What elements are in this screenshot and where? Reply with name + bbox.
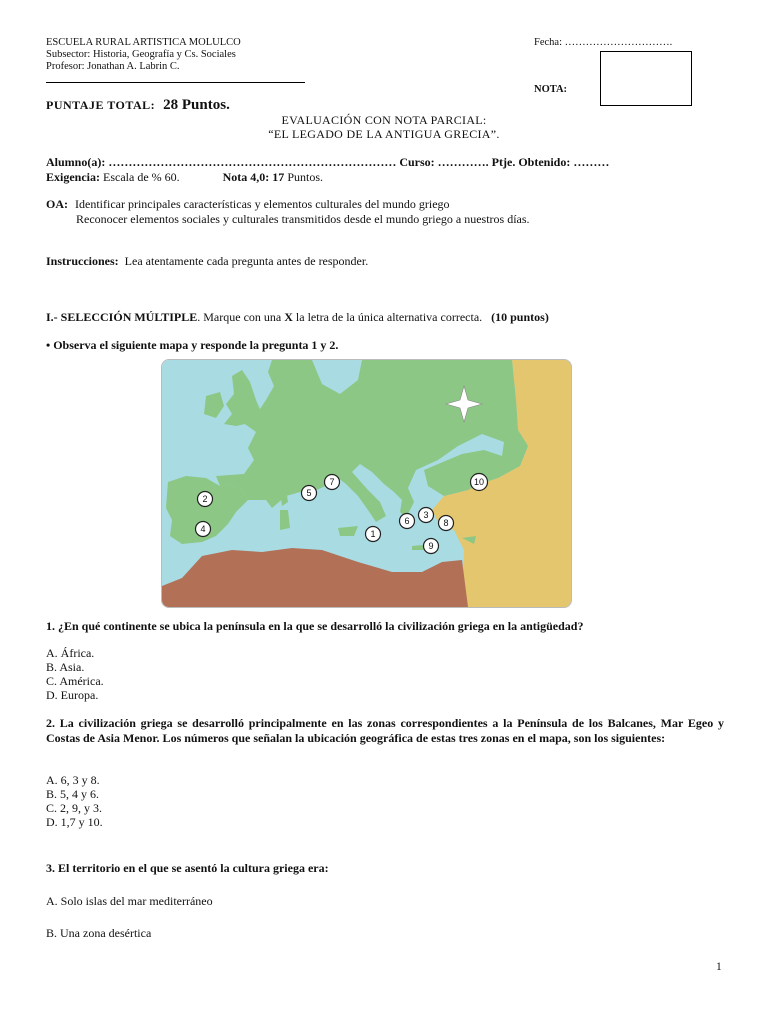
svg-text:1: 1 bbox=[370, 529, 376, 539]
map-marker-2 bbox=[198, 492, 213, 507]
svg-text:2: 2 bbox=[202, 494, 208, 504]
student-line: Alumno(a): ……………………………………………………………… Curso: …………. Ptje. Obtenido: ……… bbox=[46, 155, 610, 169]
map-marker-9 bbox=[424, 539, 439, 554]
map-svg bbox=[162, 360, 571, 607]
section-label: I.- SELECCIÓN MÚLTIPLE bbox=[46, 310, 198, 324]
grade-label: NOTA: bbox=[534, 84, 568, 95]
map-marker-6 bbox=[400, 514, 415, 529]
svg-text:9: 9 bbox=[428, 541, 434, 551]
question-3-option-b[interactable]: B. Una zona desértica bbox=[46, 926, 152, 940]
question-1-option-a[interactable]: A. África. bbox=[46, 646, 95, 660]
exam-title-line1: EVALUACIÓN CON NOTA PARCIAL: bbox=[281, 113, 487, 127]
instructions bbox=[46, 254, 368, 269]
page-number: 1 bbox=[716, 961, 722, 973]
header-divider bbox=[46, 82, 305, 83]
map-marker-1 bbox=[366, 527, 381, 542]
exam-title-line2: “EL LEGADO DE LA ANTIGUA GRECIA”. bbox=[268, 127, 500, 141]
map-marker-3 bbox=[419, 508, 434, 523]
school-name: ESCUELA RURAL ARTISTICA MOLULCO bbox=[46, 37, 241, 48]
requirement-line bbox=[46, 170, 323, 185]
instructions-label: Instrucciones: bbox=[46, 254, 119, 268]
question-1-option-b[interactable]: B. Asia. bbox=[46, 660, 85, 674]
question-3-option-a[interactable]: A. Solo islas del mar mediterráneo bbox=[46, 894, 213, 908]
question-1-option-c[interactable]: C. América. bbox=[46, 674, 104, 688]
section-points: (10 puntos) bbox=[491, 310, 549, 324]
question-2-option-a[interactable]: A. 6, 3 y 8. bbox=[46, 773, 100, 787]
question-2-option-b[interactable]: B. 5, 4 y 6. bbox=[46, 787, 100, 801]
svg-text:8: 8 bbox=[443, 518, 449, 528]
question-1: 1. ¿En qué continente se ubica la península en la que se desarrolló la civilización griega en la antigüedad? bbox=[46, 619, 584, 633]
subject-line: Subsector: Historia, Geografía y Cs. Sociales bbox=[46, 49, 236, 60]
section-x: X bbox=[284, 310, 293, 324]
total-score bbox=[46, 96, 230, 114]
section-text-b: la letra de la única alternativa correcta. bbox=[292, 310, 483, 324]
map-marker-4 bbox=[196, 522, 211, 537]
mediterranean-map bbox=[161, 359, 572, 608]
requirement-label: Exigencia: bbox=[46, 170, 100, 184]
objectives-label: OA: bbox=[46, 197, 68, 211]
objective-1: Identificar principales características y elementos culturales del mundo griego bbox=[75, 197, 450, 211]
map-marker-7 bbox=[325, 475, 340, 490]
svg-text:5: 5 bbox=[306, 488, 312, 498]
section-heading bbox=[46, 310, 549, 325]
map-marker-5 bbox=[302, 486, 317, 501]
objective-2: Reconocer elementos sociales y culturales transmitidos desde el mundo griego a nuestros días. bbox=[76, 212, 530, 226]
total-score-value: 28 Puntos. bbox=[163, 97, 230, 113]
question-3: 3. El territorio en el que se asentó la cultura griega era: bbox=[46, 861, 329, 875]
svg-text:4: 4 bbox=[200, 524, 206, 534]
date-field: Fecha: …………………………. bbox=[534, 37, 673, 48]
passing-grade-label: Nota 4,0: 17 bbox=[222, 170, 285, 184]
svg-text:7: 7 bbox=[329, 477, 335, 487]
svg-text:3: 3 bbox=[423, 510, 429, 520]
grade-box bbox=[600, 51, 692, 106]
question-1-option-d[interactable]: D. Europa. bbox=[46, 688, 99, 702]
map-prompt: • Observa el siguiente mapa y responde la pregunta 1 y 2. bbox=[46, 338, 339, 352]
question-2: 2. La civilización griega se desarrolló principalmente en las zonas correspondientes a la Península de los Balcanes, Mar Egeo y Costas de Asia Menor. Los números que señalan la ubicación geográfica de estas tres zonas en el mapa, son los siguientes: bbox=[46, 716, 724, 745]
question-2-option-c[interactable]: C. 2, 9, y 3. bbox=[46, 801, 103, 815]
map-marker-8 bbox=[439, 516, 454, 531]
total-score-label: PUNTAJE TOTAL: bbox=[46, 98, 156, 112]
section-text-a: . Marque con una bbox=[197, 310, 285, 324]
objectives-line1 bbox=[46, 197, 450, 212]
requirement-value: Escala de % 60. bbox=[103, 170, 180, 184]
teacher-line: Profesor: Jonathan A. Labrin C. bbox=[46, 61, 180, 72]
svg-text:10: 10 bbox=[473, 477, 485, 487]
passing-grade-value: Puntos. bbox=[287, 170, 323, 184]
svg-text:6: 6 bbox=[404, 516, 410, 526]
map-marker-10 bbox=[471, 474, 488, 491]
instructions-text: Lea atentamente cada pregunta antes de responder. bbox=[124, 254, 369, 268]
question-2-option-d[interactable]: D. 1,7 y 10. bbox=[46, 815, 103, 829]
